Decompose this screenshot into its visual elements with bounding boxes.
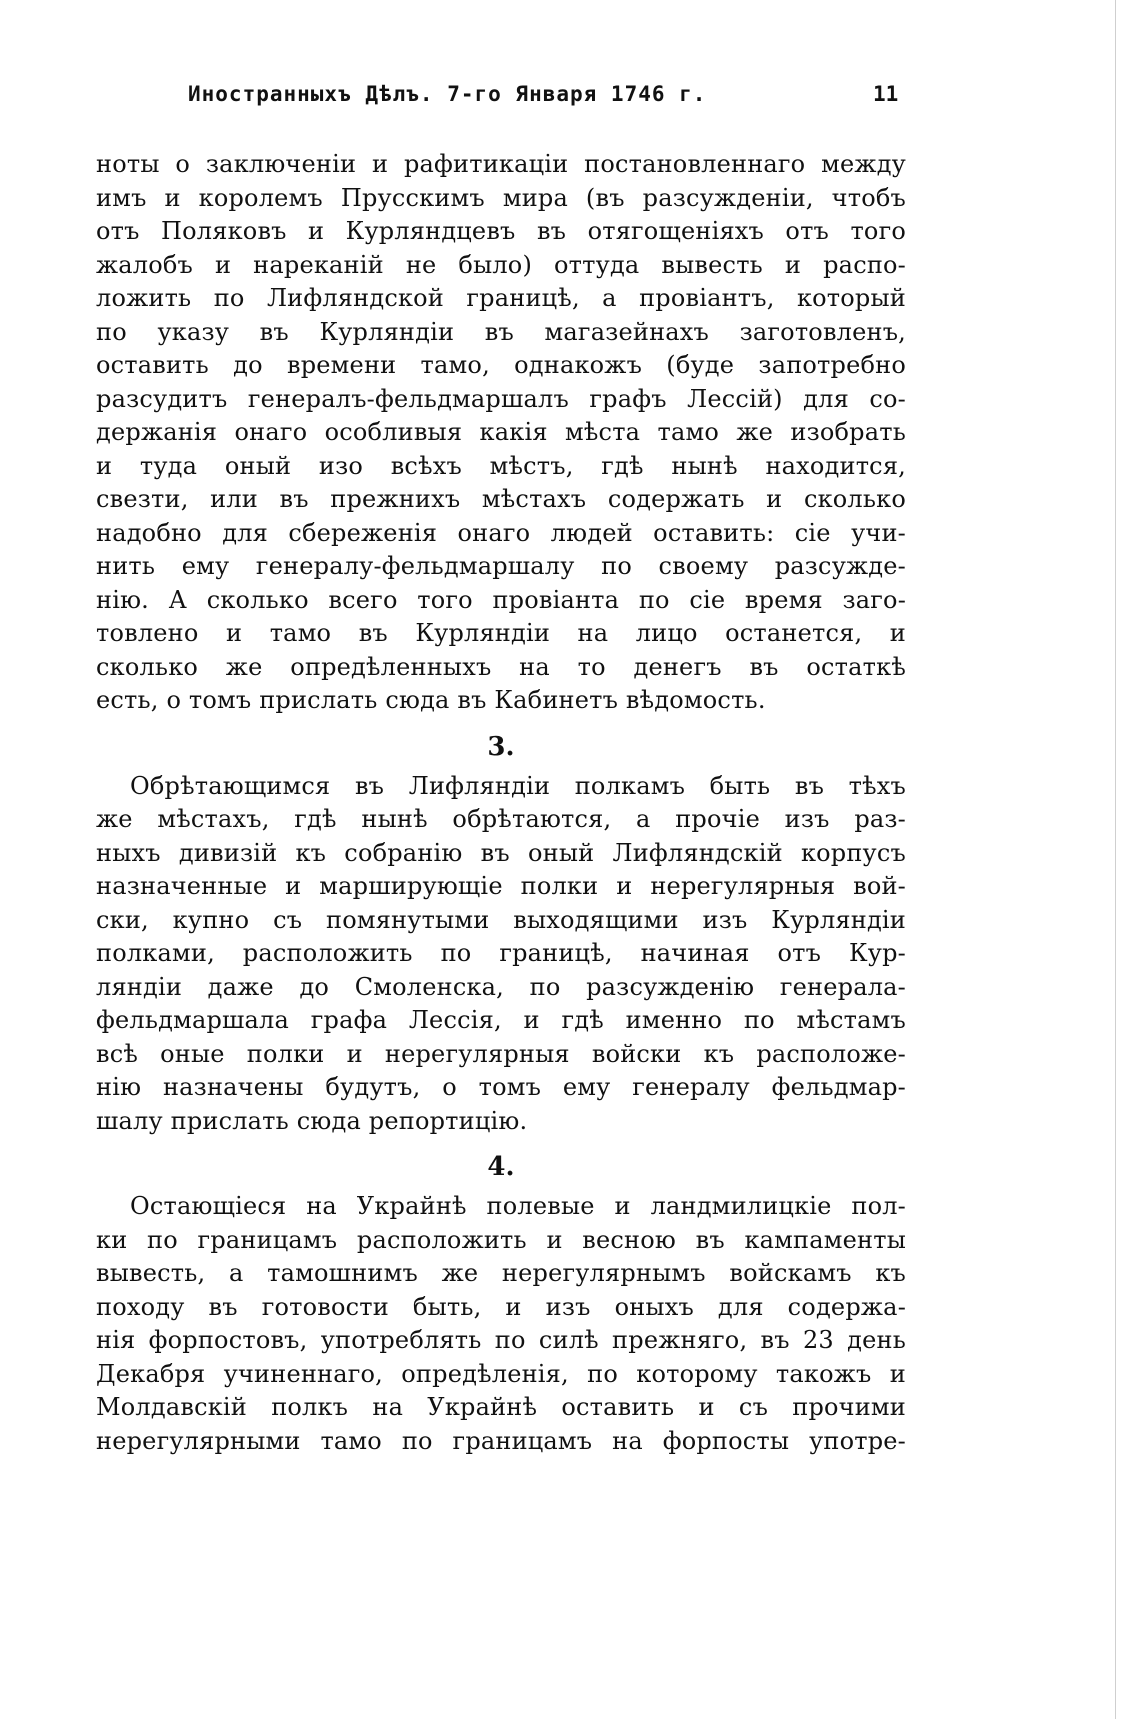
running-title: Иностранныхъ Дѣлъ. 7-го Января 1746 г. — [188, 82, 707, 106]
text-line: шалу прислать сюда репортицію. — [96, 1106, 528, 1135]
text-line: же мѣстахъ, гдѣ нынѣ обрѣтаются, а прочіе изъ раз- — [96, 805, 906, 833]
text-line: ки по границамъ расположить и весною въ кампаменты — [96, 1225, 906, 1254]
text-line: нія форпостовъ, употреблять по силѣ прежняго, въ 23 день — [96, 1326, 906, 1354]
text-line: нить ему генералу-фельдмаршалу по своему разсужде- — [96, 552, 906, 580]
text-line: оставить до времени тамо, однакожъ (буде запотребно — [96, 351, 906, 379]
text-line: нію назначены будутъ, о томъ ему генералу фельдмар- — [96, 1073, 906, 1101]
text-line: нію. А сколько всего того провіанта по сіе время заго- — [96, 585, 906, 614]
text-line: отъ Поляковъ и Курляндцевъ въ отягощеніяхъ отъ того — [96, 217, 906, 245]
text-line: надобно для сбереженія онаго людей оставить: сіе учи- — [96, 518, 906, 547]
section-number: 4. — [487, 1152, 515, 1182]
text-line: есть, о томъ прислать сюда въ Кабинетъ вѣдомость. — [96, 686, 766, 714]
text-line: Остающіеся на Украйнѣ полевые и ландмилицкіе пол- — [130, 1192, 906, 1220]
text-line: сколько же опредѣленныхъ на то денегъ въ остаткѣ — [96, 652, 906, 681]
text-line: всѣ оные полки и нерегулярныя войски къ расположе- — [96, 1039, 906, 1068]
text-line: вывесть, а тамошнимъ же нерегулярнымъ войскамъ къ — [96, 1259, 906, 1287]
text-line: ски, купно съ помянутыми выходящими изъ Курляндіи — [96, 905, 906, 934]
section-4-paragraph — [96, 1190, 906, 1458]
text-line: ноты о заключеніи и рафитикаціи постановленнаго между — [96, 150, 906, 178]
text-line: и туда оный изо всѣхъ мѣстъ, гдѣ нынѣ находится, — [96, 451, 906, 480]
text-line: Молдавскій полкъ на Украйнѣ оставить и съ прочими — [96, 1393, 906, 1421]
text-line: Обрѣтающимся въ Лифляндіи полкамъ быть въ тѣхъ — [130, 771, 906, 800]
text-line: назначенные и марширующіе полки и нерегулярныя вой- — [96, 872, 906, 900]
text-line: ныхъ дивизій къ собранію въ оный Лифляндскій корпусъ — [96, 838, 906, 867]
body-text — [96, 148, 906, 1458]
text-line: фельдмаршала графа Лессія, и гдѣ именно по мѣстамъ — [96, 1006, 906, 1034]
text-line: держанія онаго особливыя какія мѣста тамо же изобрать — [96, 418, 906, 446]
text-line: ляндіи даже до Смоленска, по разсужденію генерала- — [96, 972, 906, 1001]
text-line: Декабря учиненнаго, опредѣленія, по которому такожъ и — [96, 1359, 906, 1388]
text-line: разсудитъ генералъ-фельдмаршалъ графъ Лессій) для со- — [96, 384, 906, 413]
text-line: ложить по Лифляндской границѣ, а провіантъ, который — [96, 284, 906, 312]
text-line: свезти, или въ прежнихъ мѣстахъ содержать и сколько — [96, 485, 906, 513]
section-number: 3. — [487, 731, 515, 762]
text-line: жалобъ и нареканій не было) оттуда вывесть и распо- — [96, 250, 906, 279]
text-line: по указу въ Курляндіи въ магазейнахъ заготовленъ, — [96, 317, 906, 346]
text-line: товлено и тамо въ Курляндіи на лицо останется, и — [96, 619, 906, 647]
text-line: походу въ готовости быть, и изъ оныхъ для содержа- — [96, 1292, 906, 1321]
text-line: нерегулярными тамо по границамъ на форпосты употре- — [96, 1426, 906, 1455]
page-number: 11 — [873, 82, 899, 106]
text-line: полками, расположить по границѣ, начиная отъ Кур- — [96, 939, 906, 967]
section-3-paragraph — [96, 770, 906, 1139]
running-head — [0, 82, 1140, 112]
text-line: имъ и королемъ Прусскимъ мира (въ разсужденіи, чтобъ — [96, 183, 906, 212]
page-edge-rule — [1115, 0, 1116, 1719]
paragraph-continuation — [96, 148, 906, 718]
